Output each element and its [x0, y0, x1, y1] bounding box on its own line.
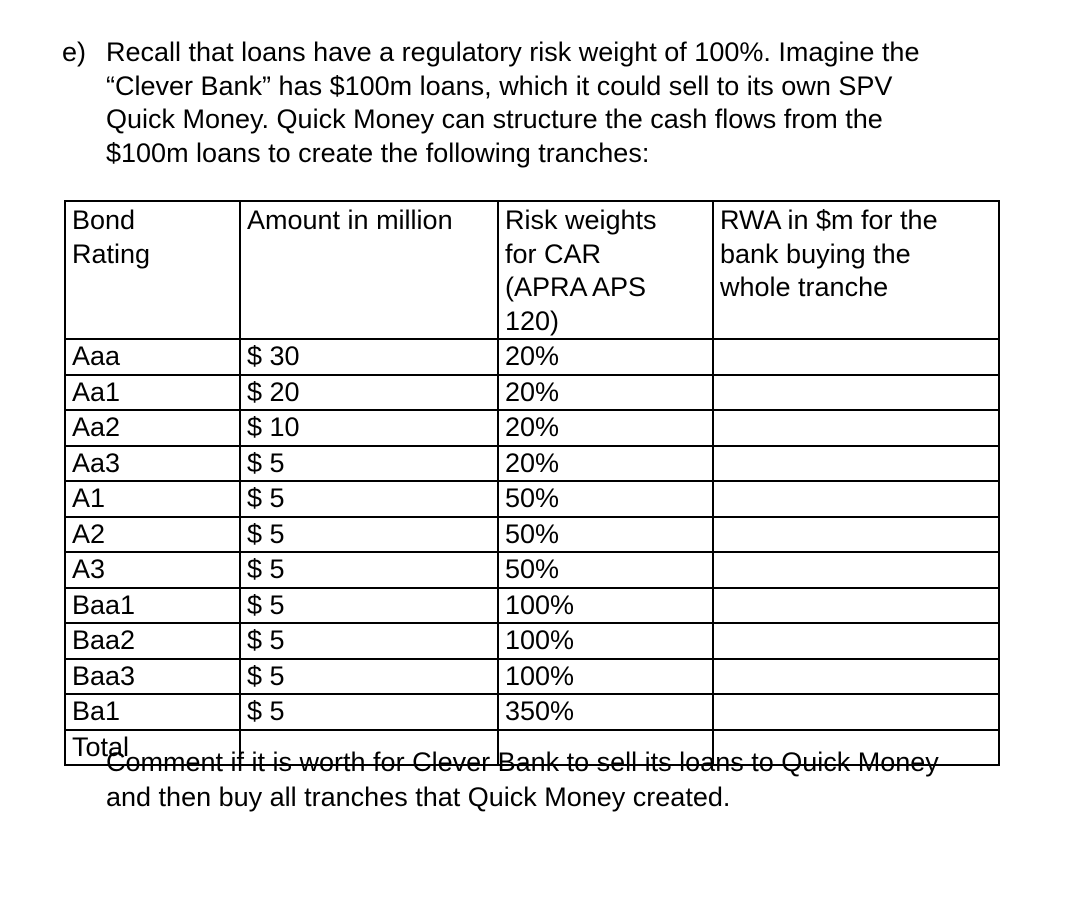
- cell-rwa: [713, 481, 999, 517]
- cell-risk-weight: 350%: [498, 694, 713, 730]
- cell-rating: Aa3: [65, 446, 240, 482]
- cell-risk-weight: 20%: [498, 375, 713, 411]
- cell-rating: Baa1: [65, 588, 240, 624]
- cell-amount: $ 5: [240, 517, 498, 553]
- header-bond-rating: Bond Rating: [65, 201, 240, 339]
- cell-amount: $ 5: [240, 446, 498, 482]
- cell-amount: $ 20: [240, 375, 498, 411]
- cell-risk-weight: 20%: [498, 446, 713, 482]
- table-row: [65, 588, 999, 624]
- cell-rating: A1: [65, 481, 240, 517]
- cell-total-label: Total: [65, 730, 240, 766]
- cell-risk-weight: 50%: [498, 517, 713, 553]
- tranche-table: [64, 200, 1000, 766]
- header-risk-weights: Risk weights for CAR (APRA APS 120): [498, 201, 713, 339]
- cell-rating: A2: [65, 517, 240, 553]
- cell-amount: $ 5: [240, 623, 498, 659]
- cell-rwa: [713, 517, 999, 553]
- table-row: [65, 339, 999, 375]
- table-row: [65, 552, 999, 588]
- table-row: [65, 517, 999, 553]
- question-text: Recall that loans have a regulatory risk weight of 100%. Imagine the “Clever Bank” has $100m loans, which it could sell to its own SPV Quick Money. Quick Money can structure the cash flows from the $100m loans to create the following tranches:: [106, 37, 920, 168]
- cell-rating: Baa3: [65, 659, 240, 695]
- cell-rating: A3: [65, 552, 240, 588]
- table-row: [65, 659, 999, 695]
- cell-risk-weight: 50%: [498, 481, 713, 517]
- cell-risk-weight: 100%: [498, 588, 713, 624]
- cell-rwa: [713, 623, 999, 659]
- cell-risk-weight: 20%: [498, 339, 713, 375]
- cell-risk-weight: 100%: [498, 659, 713, 695]
- cell-amount: $ 5: [240, 659, 498, 695]
- cell-risk-weight: 50%: [498, 552, 713, 588]
- question-block: [62, 36, 1022, 170]
- cell-rwa: [713, 410, 999, 446]
- comment-instruction: Comment if it is worth for Clever Bank to sell its loans to Quick Money and then buy all tranches that Quick Money created.: [106, 747, 939, 812]
- cell-rating: Aaa: [65, 339, 240, 375]
- cell-rwa: [713, 446, 999, 482]
- cell-rwa: [713, 375, 999, 411]
- cell-amount: $ 5: [240, 552, 498, 588]
- cell-rwa: [713, 588, 999, 624]
- cell-rwa: [713, 694, 999, 730]
- table-row: [65, 481, 999, 517]
- table-row: [65, 410, 999, 446]
- cell-amount: $ 10: [240, 410, 498, 446]
- table-row: [65, 694, 999, 730]
- cell-risk-weight: 100%: [498, 623, 713, 659]
- cell-rating: Aa2: [65, 410, 240, 446]
- cell-amount: $ 5: [240, 588, 498, 624]
- cell-rwa: [713, 659, 999, 695]
- table-row: [65, 375, 999, 411]
- cell-amount: $ 30: [240, 339, 498, 375]
- cell-rwa: [713, 339, 999, 375]
- table-row: [65, 446, 999, 482]
- cell-amount: $ 5: [240, 694, 498, 730]
- cell-rating: Aa1: [65, 375, 240, 411]
- question-label: e): [62, 37, 87, 67]
- table-header-row: [65, 201, 999, 339]
- table-row: [65, 623, 999, 659]
- cell-rwa: [713, 552, 999, 588]
- cell-rating: Baa2: [65, 623, 240, 659]
- cell-amount: $ 5: [240, 481, 498, 517]
- header-amount: Amount in million: [240, 201, 498, 339]
- header-rwa: RWA in $m for the bank buying the whole tranche: [713, 201, 999, 339]
- cell-risk-weight: 20%: [498, 410, 713, 446]
- cell-rating: Ba1: [65, 694, 240, 730]
